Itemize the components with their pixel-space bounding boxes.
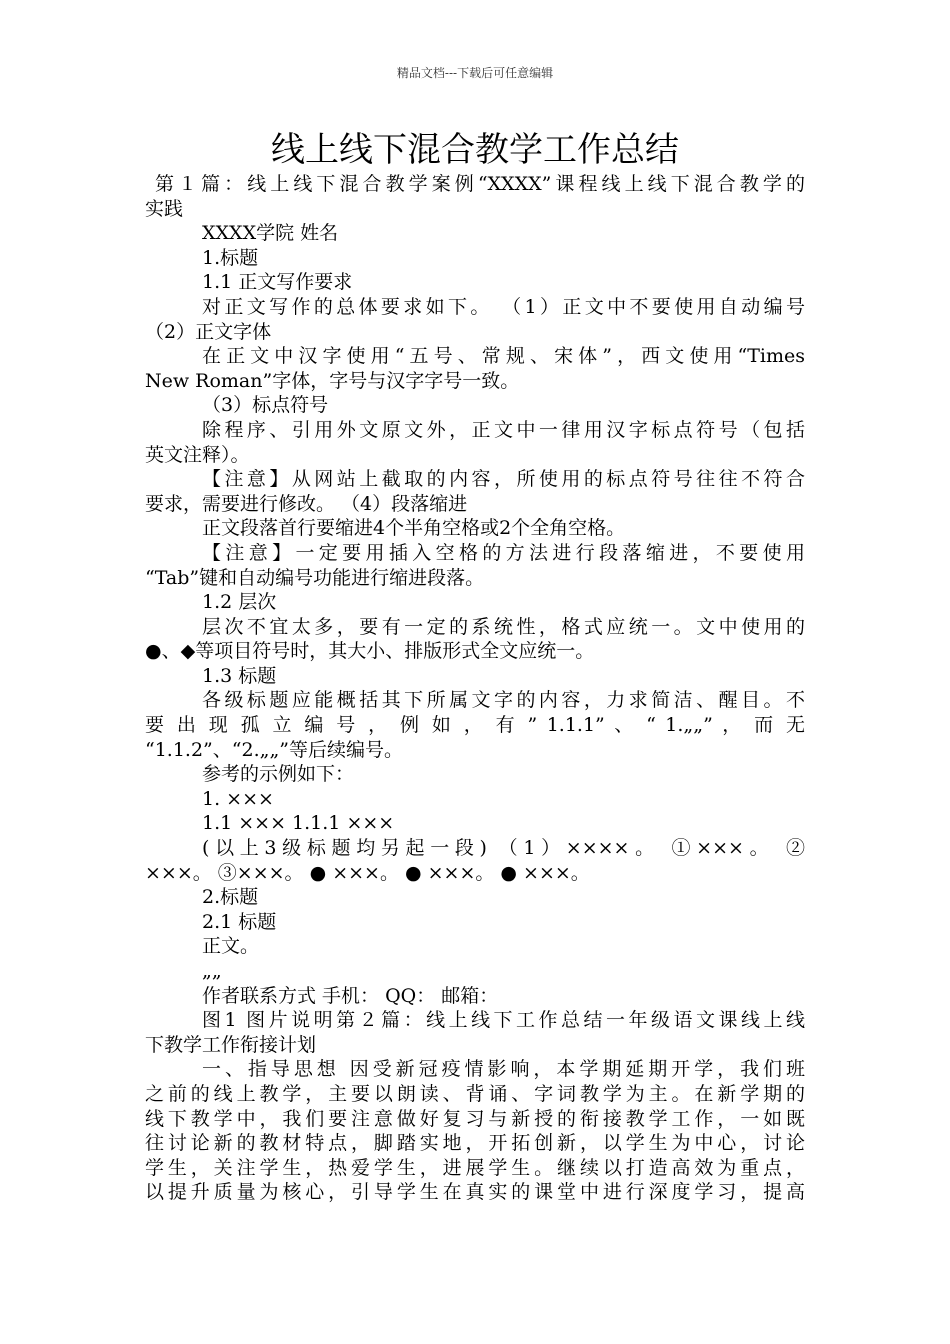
text-line: 参考的示例如下： [202, 763, 355, 786]
text-line: 往讨论新的教材特点，脚踏实地，开拓创新，以学生为中心，讨论 [145, 1132, 805, 1155]
text-line: 除程序、引用外文原文外，正文中一律用汉字标点符号（包括 [202, 418, 805, 441]
text-line: 2.1 标题 [202, 910, 277, 933]
text-line: 下教学工作衔接计划 [145, 1033, 317, 1056]
text-line: 图1 图片说明第２篇：线上线下工作总结一年级语文课线上线 [202, 1009, 805, 1032]
text-line: 正文。 [202, 935, 260, 958]
text-line: “1.1.2”、“2.„„”等后续编号。 [145, 738, 404, 761]
text-line: 以提升质量为核心，引导学生在真实的课堂中进行深度学习，提高 [145, 1181, 805, 1204]
text-line: 在正文中汉字使用“五号、常规、宋体”，西文使用“Times [202, 345, 805, 368]
text-line: 1.3 标题 [202, 664, 277, 687]
text-line: 1.1 正文写作要求 [202, 271, 353, 294]
text-line: 2.标题 [202, 886, 259, 909]
text-line: 要求，需要进行修改。 （4）段落缩进 [145, 492, 468, 515]
text-line: 1.1 ××× 1.1.1 ××× [202, 812, 395, 835]
text-line: ●、◆等项目符号时，其大小、排版形式全文应统一。 [145, 640, 595, 663]
text-line: 正文段落首行要缩进4个半角空格或2个全角空格。 [202, 517, 626, 540]
text-line: 要 出 现 孤 立 编 号 ， 例 如 ， 有 ” 1.1.1” 、 “ 1.„„” ， 而 无 [145, 714, 805, 737]
text-line: 作者联系方式 手机： QQ： 邮箱： [202, 984, 499, 1007]
text-line: 层次不宜太多，要有一定的系统性，格式应统一。文中使用的 [202, 615, 805, 638]
text-line: 实践 [145, 197, 184, 220]
text-line: (以上3级标题均另起一段) （1）××××。 ①×××。 ② [202, 837, 805, 860]
text-line: XXXX学院 姓名 [202, 222, 339, 245]
text-line: 【注意】一定要用插入空格的方法进行段落缩进，不要使用 [202, 541, 805, 564]
text-line: 一、指导思想 因受新冠疫情影响，本学期延期开学，我们班 [202, 1058, 805, 1081]
text-line: （2）正文字体 [145, 320, 272, 343]
text-line: 学生，关注学生，热爱学生，进展学生。继续以打造高效为重点， [145, 1156, 805, 1179]
text-line: 英文注释）。 [145, 443, 250, 466]
text-line: 1.2 层次 [202, 591, 277, 614]
text-line: „„ [202, 960, 222, 982]
text-line: New Roman”字体，字号与汉字字号一致。 [145, 369, 520, 392]
text-line: ×××。 ③×××。 ● ×××。 ● ×××。 ● ×××。 [145, 861, 590, 884]
text-line: 1.标题 [202, 246, 259, 269]
text-line: 1. ××× [202, 787, 274, 810]
text-line: “Tab”键和自动编号功能进行缩进段落。 [145, 566, 485, 589]
text-line: 之前的线上教学，主要以朗读、背诵、字词教学为主。在新学期的 [145, 1082, 805, 1105]
text-line: 【注意】从网站上截取的内容，所使用的标点符号往往不符合 [202, 468, 805, 491]
text-line: （3）标点符号 [202, 394, 329, 417]
text-line: 各级标题应能概括其下所属文字的内容，力求简洁、醒目。不 [202, 689, 805, 712]
document-title: 线上线下混合教学工作总结 [271, 130, 679, 170]
text-line: 对正文写作的总体要求如下。 （1）正文中不要使用自动编号 [202, 295, 805, 318]
text-line: 线下教学中，我们要注意做好复习与新授的衔接教学工作，一如既 [145, 1107, 805, 1130]
page-header: 精品文档---下载后可任意编辑 [396, 66, 554, 80]
text-line: 第１篇：线上线下混合教学案例“XXXX”课程线上线下混合教学的 [155, 173, 805, 195]
document-body [145, 172, 805, 1205]
